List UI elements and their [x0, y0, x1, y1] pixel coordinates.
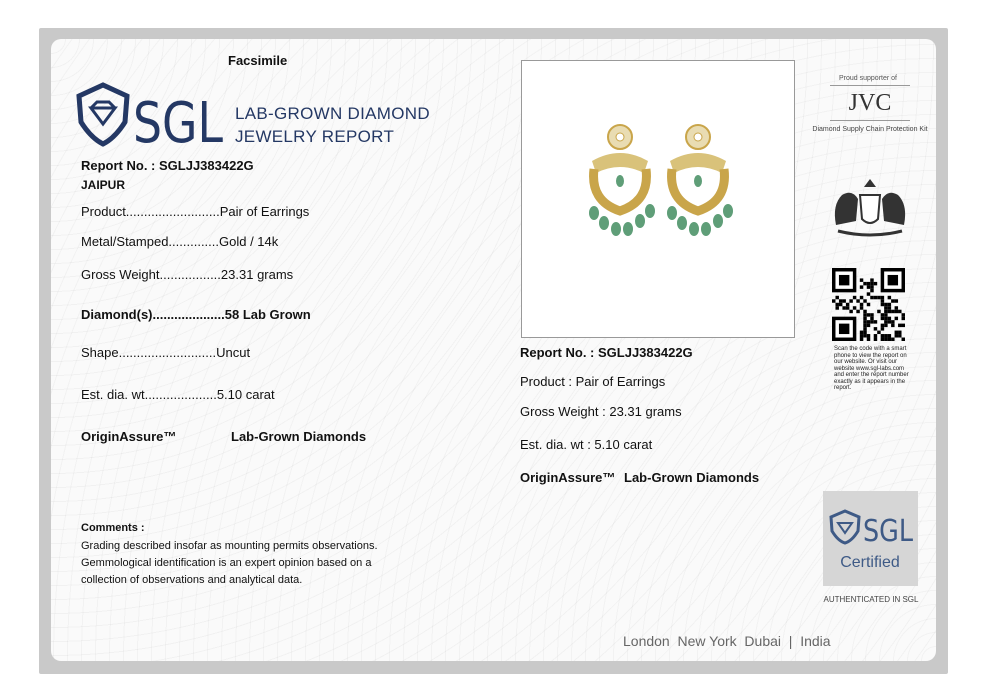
- summary-est-dia: Est. dia. wt : 5.10 carat: [520, 437, 653, 452]
- metal-value: Gold / 14k: [219, 234, 279, 249]
- qr-code-icon[interactable]: [832, 268, 905, 341]
- shield-icon: [831, 511, 859, 543]
- footer-cities: London New York Dubai | India: [623, 633, 831, 649]
- product-label: Product..........................: [81, 204, 220, 219]
- qr-instructions: Scan the code with a smart phone to view the report on our website. Or visit our website www.sgl-labs.com and enter the report number exactly as it appears in the report.: [834, 346, 909, 391]
- earrings-image: [522, 61, 794, 337]
- summary-gross-weight: Gross Weight : 23.31 grams: [520, 404, 682, 419]
- summary-origin-label: OriginAssure™: [520, 470, 616, 485]
- jvc-subtitle: Diamond Supply Chain Protection Kit: [812, 126, 928, 133]
- earring-right: [667, 125, 733, 236]
- report-city: JAIPUR: [81, 178, 126, 192]
- gross-weight-value: 23.31 grams: [220, 267, 294, 282]
- report-title-line1: LAB-GROWN DIAMOND: [235, 104, 430, 123]
- authenticated-label: AUTHENTICATED IN SGL: [823, 595, 919, 604]
- product-value: Pair of Earrings: [219, 204, 310, 219]
- cert-label: Certified: [840, 554, 900, 571]
- diamonds-label: Diamond(s)....................: [81, 307, 225, 322]
- gross-weight-row: [81, 267, 293, 282]
- shield-icon: [79, 85, 127, 144]
- jvc-logo: JVC: [830, 85, 910, 121]
- summary-product: Product : Pair of Earrings: [520, 374, 666, 389]
- origin-value: Lab-Grown Diamonds: [231, 429, 367, 444]
- coat-of-arms-icon: [826, 175, 914, 239]
- comments-heading: Comments :: [81, 522, 145, 534]
- facsimile-label: Facsimile: [228, 53, 288, 68]
- report-number: Report No. : SGLJJ383422G: [81, 158, 254, 173]
- summary-origin-value: Lab-Grown Diamonds: [624, 470, 760, 485]
- origin-row: [81, 429, 366, 444]
- sgl-logo: [75, 82, 225, 156]
- shape-value: Uncut: [216, 345, 251, 360]
- report-title-line2: JEWELRY REPORT: [235, 127, 395, 146]
- earring-left: [589, 125, 655, 236]
- diamonds-row: [81, 307, 311, 322]
- summary-origin: [520, 470, 759, 485]
- supporter-label: Proud supporter of: [839, 75, 897, 82]
- shape-label: Shape...........................: [81, 345, 217, 360]
- shape-row: [81, 345, 250, 360]
- est-dia-value: 5.10 carat: [216, 387, 275, 402]
- summary-report-number: Report No. : SGLJJ383422G: [520, 345, 693, 360]
- metal-row: [81, 234, 278, 249]
- metal-label: Metal/Stamped..............: [81, 234, 219, 249]
- jewelry-photo: [521, 60, 795, 338]
- cert-wordmark: SGL: [863, 514, 914, 549]
- product-row: [81, 204, 309, 219]
- gross-weight-label: Gross Weight.................: [81, 267, 221, 282]
- comments-text: Grading described insofar as mounting permits observations. Gemmological identification is an expert opinion based on a collection of observations and analytical data.: [81, 540, 378, 586]
- est-dia-row: [81, 387, 275, 402]
- logo-wordmark: SGL: [133, 91, 223, 156]
- diamonds-value: 58 Lab Grown: [224, 307, 311, 322]
- sgl-certified-badge: [823, 491, 918, 586]
- origin-label: OriginAssure™: [81, 429, 177, 444]
- est-dia-label: Est. dia. wt....................: [81, 387, 217, 402]
